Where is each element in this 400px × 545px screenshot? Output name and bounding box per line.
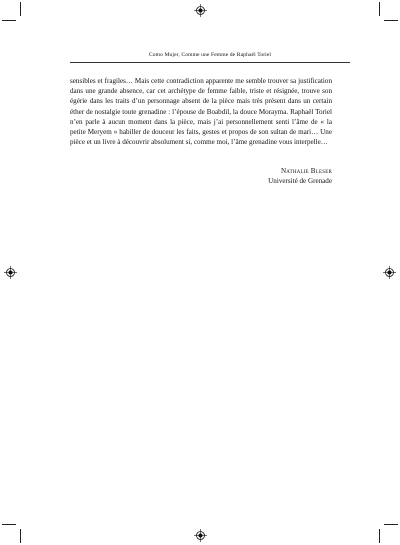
crop-mark [20,2,21,16]
registration-mark-icon [194,529,207,542]
crop-mark [2,524,16,525]
body-text [70,76,332,147]
body-paragraph: sensibles et fragiles… Mais cette contradiction apparente me semble trouver sa justification dans une grande absence, car cet archétype de femme faible, triste et résignée, trouve son égérie dans les traits d’un personnage absent de la pièce mais très présent dans un certain éther de nostalgie toute grenadine : l’épouse de Boabdil, la douce Morayma. Raphaël Toriel n’en parle à aucun moment dans la pièce, mais j’ai personnellement senti l’âme de « la petite Meryem » habiller de douceur les faits, gestes et propos de son sultan de mari… Une pièce et un livre à découvrir absolument si, comme moi, l’âme grenadine vous interpelle… [70,77,332,147]
crop-mark [379,2,380,16]
crop-mark [20,529,21,543]
author-name: Nathalie Bleser [280,167,332,175]
crop-mark [379,529,380,543]
header-rule [70,62,350,63]
crop-mark [384,524,398,525]
running-header: Como Mujer, Comme une Femme de Raphaël Toriel [148,52,272,58]
crop-mark [384,20,398,21]
registration-mark-icon [383,266,396,279]
registration-mark-icon [194,4,207,17]
crop-mark [2,20,16,21]
author-affiliation: Université de Grenade [268,177,332,186]
registration-mark-icon [4,266,17,279]
signature [200,166,332,186]
